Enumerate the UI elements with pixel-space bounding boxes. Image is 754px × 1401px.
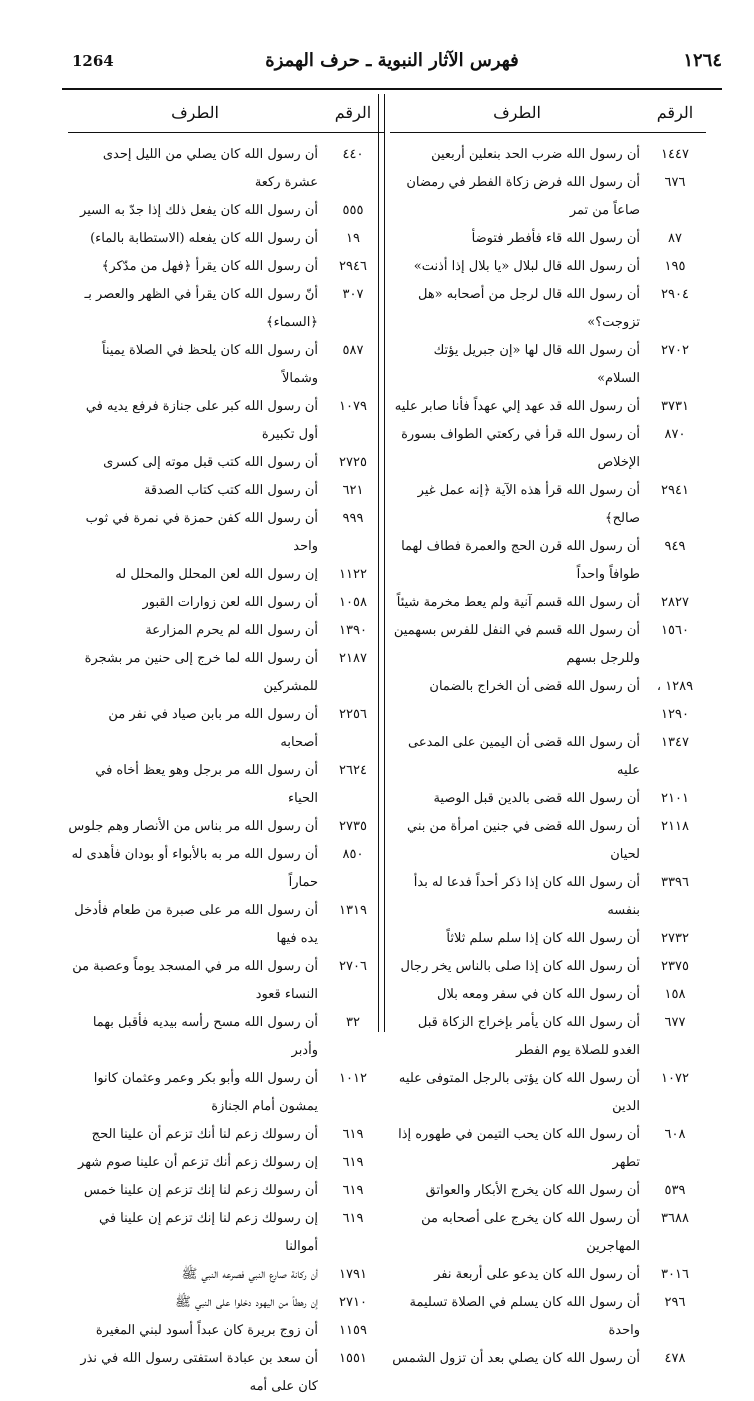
entry-text: أن رسول الله مر به بالأبواء أو بودان فأهدى له حماراً [71, 847, 318, 890]
page-number-latin: 1264 [72, 52, 114, 70]
entry-text: إن رسول الله لعن المحلل والمحلل له [115, 567, 318, 582]
entry-number: ٥٥٥ [342, 203, 364, 218]
entry-number: ٨٧ [668, 231, 682, 246]
left-column [68, 94, 384, 1401]
entry-text: أن رسول الله قد عهد إلي عهداً فأنا صابر عليه [394, 399, 640, 414]
entry-text: أن رسول الله قضى أن الخراج بالضمان [429, 679, 640, 694]
entry-number: ١٩ [346, 231, 360, 246]
entry-text: أن رسول الله ضرب الحد بنعلين أربعين [431, 147, 640, 162]
entry-text: أن رسول الله كان يصلي من الليل إحدى عشرة ركعة [102, 147, 318, 190]
entry-number: ٣٠١٦ [661, 1267, 689, 1282]
entry-number: ٦٢١ [342, 483, 364, 498]
entry-text: أن رسول الله لم يحرم المزارعة [145, 623, 318, 638]
page-header [62, 50, 722, 84]
entry-number: ١٩٥ [664, 259, 686, 274]
index-entry [68, 1261, 384, 1289]
index-entry [68, 281, 384, 337]
entry-text: أن رسولك زعم لنا أنك تزعم أن علينا الحج [91, 1127, 318, 1142]
index-entry [390, 141, 706, 169]
entry-number: ٢٩٤١ [661, 483, 689, 498]
entry-number: ٢٧٣٢ [661, 931, 689, 946]
entry-text: إن رسولك زعم أنك تزعم أن علينا صوم شهر [78, 1155, 318, 1170]
entry-number: ٥٣٩ [664, 1183, 686, 1198]
index-entry [390, 673, 706, 729]
entry-text: أن رسول الله قاء فأفطر فتوضأ [471, 231, 640, 246]
entry-text: أن رسول الله كفن حمزة في نمرة في ثوب واحد [85, 511, 318, 554]
right-column-header [390, 94, 706, 133]
entry-number: ١٧٩١ [339, 1267, 367, 1282]
entry-number: ١١٢٢ [339, 567, 367, 582]
index-entry [68, 1345, 384, 1401]
entry-text: أن رسول الله قسم في النفل للفرس بسهمين وللرجل بسهم [393, 623, 640, 666]
entry-number: ٤٤٠ [342, 147, 364, 162]
index-entry [68, 897, 384, 953]
entry-number: ١٥٨ [664, 987, 686, 1002]
index-entry [68, 337, 384, 393]
entry-text: أن رسول الله كان يخرج الأبكار والعواتق [425, 1183, 640, 1198]
text-header: الطرف [493, 102, 541, 122]
entry-text: أن رسول الله مر برجل وهو يعظ أخاه في الحياء [95, 763, 318, 806]
index-entry [68, 141, 384, 197]
entry-number: ٣٠٧ [342, 287, 364, 302]
index-entry [390, 1177, 706, 1205]
index-entry [68, 477, 384, 505]
index-entry [390, 617, 706, 673]
index-entry [390, 1009, 706, 1065]
entry-text: أن رسول الله كان في سفر ومعه بلال [437, 987, 640, 1002]
entry-number: ٢١٠١ [661, 791, 689, 806]
entry-number: ١٣٤٧ [661, 735, 689, 750]
entry-number: ٣٣٩٦ [661, 875, 689, 890]
index-entry [390, 253, 706, 281]
entry-text: أن رسول الله كان إذا صلى بالناس يخر رجال [400, 959, 640, 974]
index-entry [390, 925, 706, 953]
entry-text: أن رسول الله لعن زوارات القبور [142, 595, 318, 610]
entry-text: أن رسول الله كتب قبل موته إلى كسرى [103, 455, 318, 470]
index-entry [68, 701, 384, 757]
entry-text: أن رسول الله فرض زكاة الفطر في رمضان صاعاً من تمر [406, 175, 640, 218]
entry-number: ٩٤٩ [664, 539, 686, 554]
entry-text: أن رسول الله كان يحب التيمن في طهوره إذا تطهر [398, 1127, 640, 1170]
entry-number: ١٣١٩ [339, 903, 367, 918]
entry-text: أن رسول الله قال لرجل من أصحابه «هل تزوجت؟» [417, 287, 640, 330]
entry-number: ٢١٨٧ [339, 651, 367, 666]
entry-text: أن رسول الله قال لبلال «يا بلال إذا أذنت» [413, 259, 640, 274]
index-entry [68, 225, 384, 253]
index-entry [68, 197, 384, 225]
index-entry [390, 281, 706, 337]
right-entry-list [390, 141, 706, 1373]
index-entry [68, 1317, 384, 1345]
index-entry [68, 1289, 384, 1317]
entry-number: ٢٧١٠ [339, 1295, 367, 1310]
entry-text: أن رسول الله مر في المسجد يوماً وعصبة من النساء قعود [72, 959, 318, 1002]
index-entry [68, 645, 384, 701]
entry-text: أن رسول الله قرن الحج والعمرة فطاف لهما طوافاً واحداً [401, 539, 640, 582]
entry-text: أن رسول الله كبر على جنازة فرفع يديه في أول تكبيرة [85, 399, 318, 442]
index-entry [390, 169, 706, 225]
entry-number: ٢٧٣٥ [339, 819, 367, 834]
entry-number: ١٢٨٩ ، ١٢٩٠ [656, 679, 694, 722]
entry-number: ٢٧٠٢ [661, 343, 689, 358]
left-column-header [68, 94, 384, 133]
entry-text: إن رهطاً من اليهود دخلوا على النبي ﷺ [175, 1295, 318, 1310]
index-entry [68, 757, 384, 813]
entry-text: أن رسول الله كان إذا سلم سلم ثلاثاً [446, 931, 640, 946]
index-entry [390, 1121, 706, 1177]
entry-text: أن رسول الله قال لها «إن جبريل يؤتك السلام» [433, 343, 640, 386]
index-entry [68, 449, 384, 477]
entry-number: ١٤٤٧ [661, 147, 689, 162]
index-entry [68, 253, 384, 281]
entry-number: ٢٩٠٤ [661, 287, 689, 302]
index-entry [68, 1121, 384, 1149]
index-entry [390, 953, 706, 981]
entry-text: أن رسول الله قضى في جنين امرأة من بني لحيان [407, 819, 640, 862]
entry-text: أن رسول الله كان يدعو على أربعة نفر [434, 1267, 640, 1282]
entry-text: أن زوج بريرة كان عبداً أسود لبني المغيرة [95, 1323, 318, 1338]
entry-number: ٤٧٨ [664, 1351, 686, 1366]
entry-text: أن رسول الله كان يؤتى بالرجل المتوفى عليه الدين [398, 1071, 640, 1114]
entry-number: ٢٩٦ [664, 1295, 686, 1310]
page-number-arabic: ١٢٦٤ [683, 50, 722, 71]
entry-text: أن رسول الله كان إذا ذكر أحداً فدعا له بدأ بنفسه [413, 875, 640, 918]
index-entry [68, 1065, 384, 1121]
entry-text: أن رسول الله مسح رأسه بيديه فأقبل بهما وأدبر [92, 1015, 318, 1058]
index-entry [390, 1261, 706, 1289]
index-entry [390, 533, 706, 589]
entry-number: ٨٧٠ [664, 427, 686, 442]
entry-number: ٦٠٨ [664, 1127, 686, 1142]
index-entry [68, 1205, 384, 1261]
entry-text: أن رسول الله قرأ هذه الآية ﴿إنه عمل غير صالح﴾ [417, 483, 640, 526]
column-divider [384, 94, 385, 1032]
entry-text: أن سعد بن عبادة استفتى رسول الله في نذر كان على أمه [80, 1351, 318, 1394]
entry-text: أن رسول الله مر بناس من الأنصار وهم جلوس [68, 819, 318, 834]
entry-number: ٦١٩ [342, 1155, 364, 1170]
index-entry [390, 393, 706, 421]
index-entry [390, 869, 706, 925]
index-entry [68, 617, 384, 645]
index-entry [68, 1149, 384, 1177]
index-entry [390, 1345, 706, 1373]
num-header: الرقم [334, 102, 372, 122]
entry-text: أن رسول الله كان يفعل ذلك إذا جدّ به السير [80, 203, 318, 218]
index-entry [68, 505, 384, 561]
entry-text: أن رسول الله كان يقرأ ﴿فهل من مدّكر﴾ [101, 259, 318, 274]
index-entry [68, 561, 384, 589]
entry-text: أن رسول الله كان يلحظ في الصلاة يميناً وشمالاً [101, 343, 318, 386]
index-entry [68, 953, 384, 1009]
entry-number: ١٥٦٠ [661, 623, 689, 638]
entry-number: ٢٩٤٦ [339, 259, 367, 274]
index-entry [390, 1065, 706, 1121]
index-entry [390, 589, 706, 617]
index-entry [68, 393, 384, 449]
index-entry [390, 785, 706, 813]
entry-number: ٣٦٨٨ [661, 1211, 689, 1226]
entry-text: أن رسول الله كان يأمر بإخراج الزكاة قبل الغدو للصلاة يوم الفطر [417, 1015, 640, 1058]
entry-text: أن رسولك زعم لنا إنك تزعم إن علينا خمس [83, 1183, 318, 1198]
entry-number: ٢٧٠٦ [339, 959, 367, 974]
index-entry [390, 981, 706, 1009]
entry-number: ٢٧٢٥ [339, 455, 367, 470]
right-column [390, 94, 706, 1373]
entry-number: ٣٢ [346, 1015, 360, 1030]
index-entry [68, 813, 384, 841]
entry-text: أن رسول الله كان يخرج على أصحابه من المهاجرين [421, 1211, 640, 1254]
entry-number: ٩٩٩ [342, 511, 364, 526]
left-entry-list [68, 141, 384, 1401]
entry-number: ٦١٩ [342, 1127, 364, 1142]
entry-text: أن رسول الله قرأ في ركعتي الطواف بسورة الإخلاص [401, 427, 640, 470]
num-header: الرقم [656, 102, 694, 122]
index-entry [390, 729, 706, 785]
index-entry [390, 337, 706, 393]
entry-text: أن رسول الله لما خرج إلى حنين مر بشجرة للمشركين [84, 651, 318, 694]
index-entry [68, 1177, 384, 1205]
entry-number: ١١٥٩ [339, 1323, 367, 1338]
entry-number: ١٠٧٢ [661, 1071, 689, 1086]
entry-text: أن رسول الله مر على صبرة من طعام فأدخل يده فيها [74, 903, 318, 946]
entry-text: أنّ رسول الله كان يقرأ في الظهر والعصر بـ ﴿السماء﴾ [84, 287, 318, 330]
entry-number: ٦١٩ [342, 1211, 364, 1226]
entry-number: ١٣٩٠ [339, 623, 367, 638]
entry-number: ٢٢٥٦ [339, 707, 367, 722]
index-entry [390, 477, 706, 533]
index-entry [390, 225, 706, 253]
entry-text: أن ركانة صارع النبي فصرعه النبي ﷺ [181, 1267, 318, 1282]
text-header: الطرف [171, 102, 219, 122]
entry-number: ٨٥٠ [342, 847, 364, 862]
entry-number: ٦١٩ [342, 1183, 364, 1198]
index-entry [390, 1289, 706, 1345]
index-entry [68, 841, 384, 897]
index-entry [68, 589, 384, 617]
entry-number: ٢١١٨ [661, 819, 689, 834]
entry-number: ٢٦٢٤ [339, 763, 367, 778]
entry-number: ١٥٥١ [339, 1351, 367, 1366]
index-entry [390, 421, 706, 477]
entry-number: ٦٧٦ [664, 175, 686, 190]
entry-number: ٣٧٣١ [661, 399, 689, 414]
entry-text: أن رسول الله كان يصلي بعد أن تزول الشمس [392, 1351, 640, 1366]
entry-text: أن رسول الله وأبو بكر وعمر وعثمان كانوا يمشون أمام الجنازة [93, 1071, 318, 1114]
entry-number: ٥٨٧ [342, 343, 364, 358]
entry-number: ٢٣٧٥ [661, 959, 689, 974]
entry-text: إن رسولك زعم لنا إنك تزعم إن علينا في أموالنا [98, 1211, 318, 1254]
index-entry [68, 1009, 384, 1065]
entry-number: ١٠١٢ [339, 1071, 367, 1086]
entry-text: أن رسول الله مر بابن صياد في نفر من أصحابه [108, 707, 318, 750]
index-entry [390, 813, 706, 869]
index-entry [390, 1205, 706, 1261]
entry-text: أن رسول الله قضى أن اليمين على المدعى عليه [408, 735, 640, 778]
entry-text: أن رسول الله كان يفعله (الاستطابة بالماء) [90, 231, 318, 246]
entry-number: ١٠٧٩ [339, 399, 367, 414]
entry-number: ٦٧٧ [664, 1015, 686, 1030]
entry-text: أن رسول الله كتب كتاب الصدقة [143, 483, 318, 498]
header-rule [62, 88, 722, 90]
page-title: فهرس الآثار النبوية ـ حرف الهمزة [265, 50, 519, 71]
entry-number: ٢٨٢٧ [661, 595, 689, 610]
entry-number: ١٠٥٨ [339, 595, 367, 610]
entry-text: أن رسول الله قضى بالدين قبل الوصية [433, 791, 640, 806]
entry-text: أن رسول الله قسم آنية ولم يعط مخرمة شيئاً [396, 595, 640, 610]
entry-text: أن رسول الله كان يسلم في الصلاة تسليمة واحدة [409, 1295, 640, 1338]
